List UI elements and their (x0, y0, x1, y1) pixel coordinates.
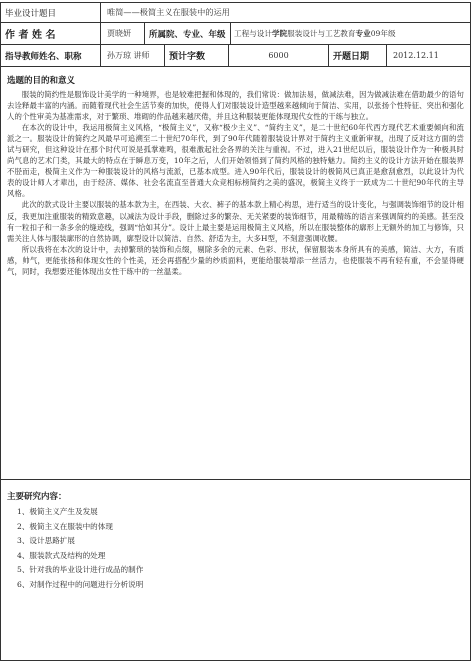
start-date-label: 开题日期 (329, 45, 387, 66)
purpose-content (1, 71, 470, 277)
purpose-section (1, 67, 470, 480)
major-text: 服装设计与工艺教育 (287, 29, 356, 38)
research-item: 5、针对我的毕业设计进行成品的制作 (17, 565, 144, 574)
author-label: 作 者 姓 名 (1, 23, 101, 44)
purpose-paragraph: 此次的款式设计主要以服装的基本款为主，在西装、大衣、裤子的基本款上精心构思，进行适当的设计变化，与强调装饰细节的设计相反，我更加注重服装的精致意趣，以减法为设计手段，删除过多的繁杂、无关紧要的装饰细节，用最精练的语言来强调简约的美感。甚至没有一粒扣子和一条多余的缝迹线，强调“恰如其分”。设计上最主要是运用极简主义风格，所以在服装整体的廓形上无额外的加工与修饰，只需关注人体与服装廓形的自然协调，廓型设计以简洁、自然、舒适为主，大多H型，不刻意强调收腰。 (7, 200, 464, 243)
title-label: 毕业设计题目 (1, 3, 101, 22)
title-row (1, 3, 470, 23)
purpose-paragraph: 服装的简约性是服饰设计美学的一种境界，也是较难把握和体现的，我们常说：做加法易，做减法难，因为做减法难在借助最少的语句去诠释最丰富的内涵。而随着现代社会生活节奏的加快，使得人们对服装设计造型越来越倾向于简洁、实用，以张扬个性特征、突出和强化人的个性审美为基准需求，对于繁琐、堆砌的作品越来越厌倦，并且这种服装更能体现现代女性的干练与独立。 (7, 90, 464, 122)
department-text: 工程与设计 (234, 29, 272, 38)
department-major-word: 专业 (355, 29, 371, 38)
word-count-label: 预计字数 (165, 45, 229, 66)
start-date-value: 2012.12.11 (393, 51, 439, 60)
purpose-paragraph: 所以我将在本次的设计中，去掉繁琐的装饰和点缀，剔除多余的元素、色彩、形状，保留服装本身所具有的美感，简洁、大方，有质感，帅气，更能张扬和体现女性的个性美，还会再搭配少量的纱质面料，更能给服装增添一丝活力，也使服装不再有轻有重，不会显得硬气，同时，我想要还能体现出女性干练中的一丝温柔。 (7, 244, 464, 276)
title-value: 唯简——极简主义在服装中的运用 (107, 7, 230, 17)
purpose-heading: 选题的目的和意义 (7, 76, 76, 86)
research-item: 4、服装款式及结构的处理 (17, 550, 106, 560)
research-item: 2、极简主义在服装中的体现 (17, 521, 113, 531)
advisor-row (1, 45, 470, 67)
author-row (1, 23, 470, 45)
department-school-word: 学院 (271, 29, 288, 38)
department-label: 所属院、专业、年级 (145, 23, 231, 44)
research-item: 6、对制作过程中的问题进行分析说明 (17, 579, 144, 589)
author-value: 贾晓妍 (101, 23, 145, 44)
word-count-value: 6000 (229, 45, 329, 66)
purpose-paragraph: 在本次的设计中，我运用极简主义风格，“极简主义”，又称“极少主义”、“简约主义”，是二十世纪60年代西方现代艺术重要倾向和流派之一。服装设计的简约之风最早可追溯至二十世纪70年代，到了90年代随着服装设计界对于简约主义重新审视，出现了反对这方面的尝试与研究，但这种设计在那个时代可说是孤掌难鸣，很难激起社会各界的关注与重视。不过，进入21世纪以后，服装设计作为一种极具时尚气息的艺术门类，其最大的特点在于瞬息万变，10年之后，人们开始领悟到了简约风格的独特魅力。简约主义的设计方法开始在服装界不胫而走，极简主义作为一种服装设计的风格与流派，已基本成型。进入90年代后，服装设计的极简风已真正是愈刮愈烈，以此设计为代表的设计师人才辈出，由于经济、媒体、社会名流直至普通大众竞相标榜简约之美的盛况，极简主义终于一跃成为二十世纪90年代的主导风格。 (7, 123, 464, 199)
proposal-form (0, 2, 471, 661)
research-item: 3、设计思路扩展 (17, 536, 75, 545)
advisor-label: 指导教师姓名、职称 (1, 45, 101, 66)
advisor-value: 孙万琼 讲师 (101, 45, 165, 66)
research-section (1, 487, 470, 592)
research-item: 1、极简主义产生及发展 (17, 507, 98, 516)
grade-text: 09年级 (370, 29, 396, 38)
department-value (231, 23, 470, 44)
research-heading: 主要研究内容： (7, 492, 67, 502)
